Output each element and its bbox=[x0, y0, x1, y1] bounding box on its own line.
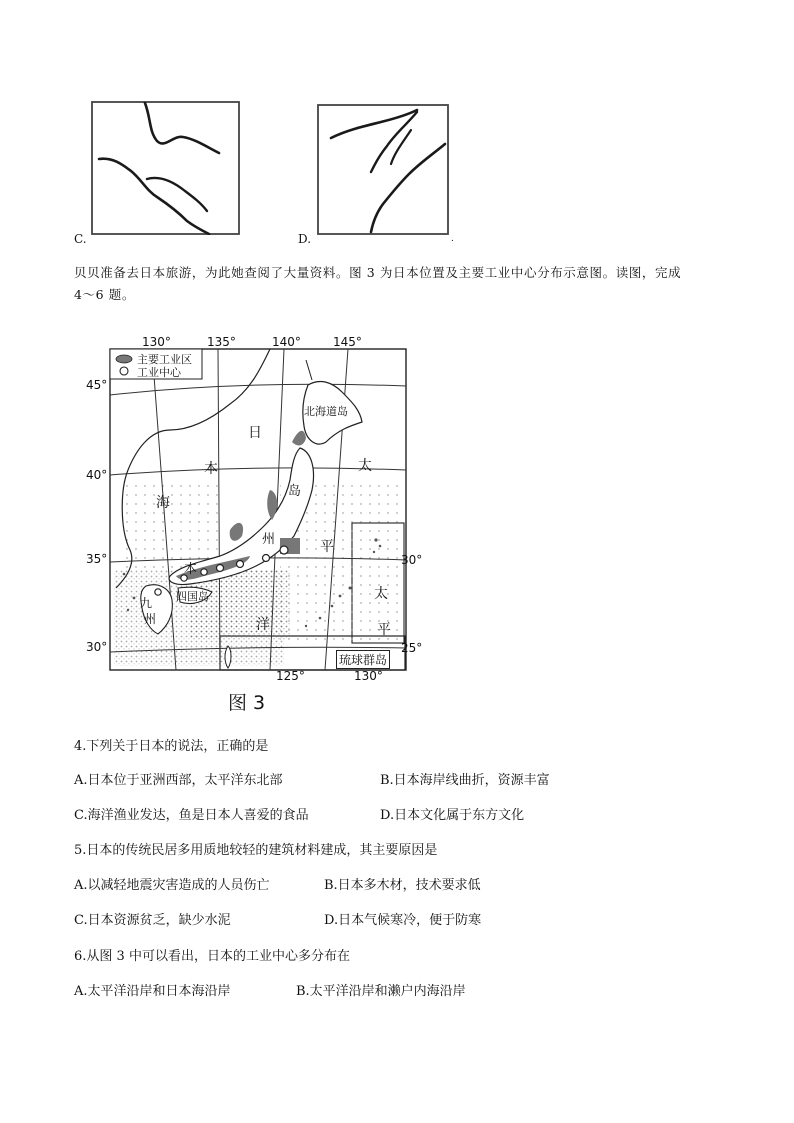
map-name-ping2: 平 bbox=[377, 622, 391, 638]
lat-label: 45° bbox=[86, 378, 108, 392]
lat-label: 35° bbox=[86, 552, 108, 566]
q4-option-a: A.日本位于亚洲西部，太平洋东北部 bbox=[74, 773, 283, 788]
map-name-tai1: 太 bbox=[358, 458, 372, 474]
lat-label-right: 25° bbox=[401, 641, 423, 655]
lat-label: 30° bbox=[86, 640, 108, 654]
map-name-kyushu2: 州 bbox=[144, 612, 157, 626]
map-name-ryukyu: 琉球群岛 bbox=[336, 650, 390, 669]
q6-option-a: A.太平洋沿岸和日本海沿岸 bbox=[74, 984, 231, 999]
lon-label: 130° bbox=[142, 335, 171, 349]
question-4-stem: 4.下列关于日本的说法，正确的是 bbox=[74, 739, 269, 754]
map-name-shikoku: 四国岛 bbox=[176, 590, 209, 603]
lon-label: 145° bbox=[333, 335, 362, 349]
q4-option-c: C.海洋渔业发达，鱼是日本人喜爱的食品 bbox=[74, 808, 309, 823]
map-name-honshu-ben: 本 bbox=[184, 562, 198, 577]
map-name-honshu-dao: 岛 bbox=[288, 484, 302, 499]
figure-c bbox=[91, 101, 240, 235]
figure-d bbox=[317, 104, 449, 235]
lat-label: 40° bbox=[86, 468, 108, 482]
lon-label: 135° bbox=[207, 335, 236, 349]
map-name-yang: 洋 bbox=[256, 617, 270, 633]
question-6-stem: 6.从图 3 中可以看出，日本的工业中心多分布在 bbox=[74, 949, 350, 964]
lon-label: 140° bbox=[272, 335, 301, 349]
option-d-label: D. bbox=[298, 232, 312, 246]
q5-option-d: D.日本气候寒冷，便于防寒 bbox=[324, 913, 482, 928]
option-c-label: C. bbox=[74, 232, 87, 246]
q5-option-a: A.以减轻地震灾害造成的人员伤亡 bbox=[74, 878, 270, 893]
map-name-kyushu1: 九 bbox=[140, 596, 153, 610]
map-name-honshu-zhou: 州 bbox=[262, 532, 276, 547]
japan-map bbox=[80, 330, 440, 685]
question-5-stem: 5.日本的传统民居多用质地较轻的建筑材料建成，其主要原因是 bbox=[74, 843, 438, 858]
q4-option-b: B.日本海岸线曲折，资源丰富 bbox=[380, 773, 550, 788]
q5-option-b: B.日本多木材，技术要求低 bbox=[324, 878, 481, 893]
intro-line-2: 4～6 题。 bbox=[74, 287, 135, 302]
map-name-ping1: 平 bbox=[320, 539, 334, 555]
q5-option-c: C.日本资源贫乏，缺少水泥 bbox=[74, 913, 231, 928]
q6-option-b: B.太平洋沿岸和濑户内海沿岸 bbox=[296, 984, 466, 999]
map-name-ben: 本 bbox=[204, 461, 218, 477]
dot-mark: . bbox=[451, 234, 454, 244]
intro-line-1: 贝贝准备去日本旅游，为此她查阅了大量资料。图 3 为日本位置及主要工业中心分布示意图。读图，完成 bbox=[74, 265, 682, 280]
q4-option-d: D.日本文化属于东方文化 bbox=[380, 808, 525, 823]
inset-lon-label: 130° bbox=[354, 669, 383, 683]
legend-industrial-center: 工业中心 bbox=[137, 366, 181, 379]
figure-caption: 图 3 bbox=[228, 692, 266, 714]
inset-lon-label: 125° bbox=[276, 669, 305, 683]
intro-paragraph bbox=[74, 262, 724, 306]
lat-label-right: 30° bbox=[401, 553, 423, 567]
map-name-tai2: 太 bbox=[374, 586, 388, 602]
legend-industrial-zone: 主要工业区 bbox=[137, 353, 192, 366]
map-name-hai: 海 bbox=[156, 495, 170, 511]
map-name-ri: 日 bbox=[248, 425, 262, 441]
map-name-hokkaido: 北海道岛 bbox=[304, 405, 348, 418]
